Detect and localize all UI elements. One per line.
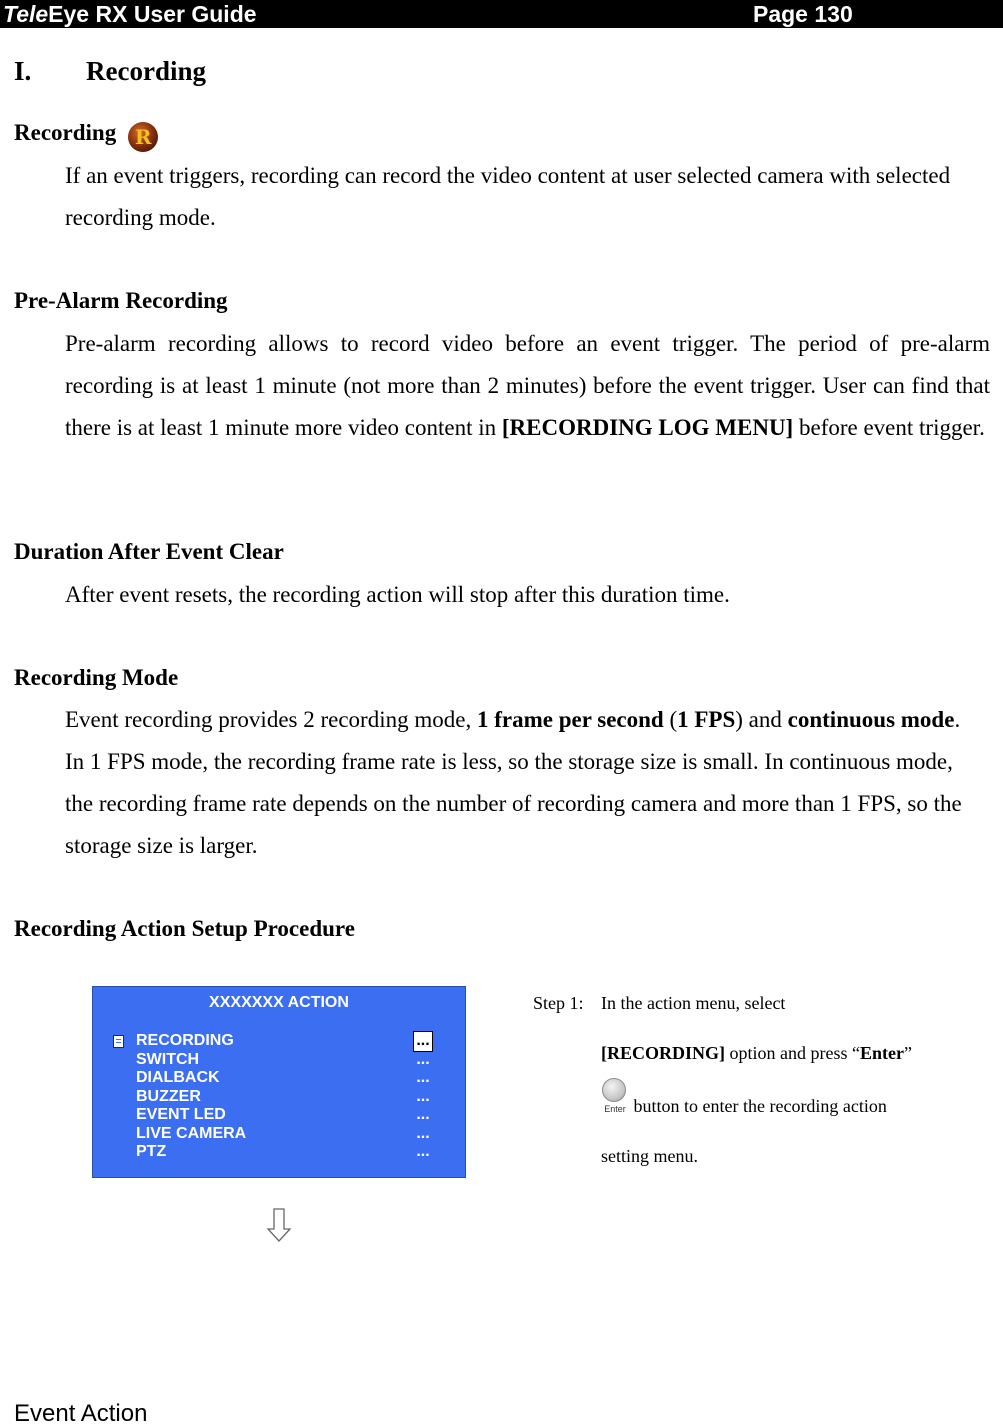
page-header <box>0 0 1003 28</box>
menu-item-event-led[interactable] <box>93 1106 465 1125</box>
step-1-line-1 <box>533 978 912 1028</box>
down-arrow-icon <box>266 1208 292 1242</box>
menu-item-label: DIALBACK <box>136 1069 220 1086</box>
record-icon: R <box>128 122 158 152</box>
menu-item-label: PTZ <box>136 1143 167 1160</box>
menu-item-dialback[interactable] <box>93 1069 465 1088</box>
section-title <box>14 56 206 87</box>
menu-item-label: EVENT LED <box>136 1106 226 1123</box>
duration-description: After event resets, the recording action will stop after this duration time. <box>65 582 730 607</box>
step-1-line-2 <box>533 1028 912 1078</box>
mode-text-4: . In 1 FPS mode, the recording frame rate is less, so the storage size is small. In continuous mode, the recording frame rate depends on the number of recording camera and more than 1 FPS, so the storage size is larger. <box>65 707 962 858</box>
mode-bold-1: 1 frame per second <box>476 707 664 732</box>
pre-alarm-text: Pre-alarm recording allows to record video before an event trigger. The period of pre-alarm recording is at least 1 minute (not more than 2 minutes) before the event trigger. User can find that there is at least 1 minute more video content in <box>65 331 990 440</box>
recording-mode-heading: Recording Mode <box>14 665 179 690</box>
step-1-instructions <box>533 978 912 1181</box>
menu-item-value: ... <box>416 1106 430 1123</box>
menu-item-value: ... <box>416 1087 430 1105</box>
brand-italic: Tele <box>3 1 49 27</box>
duration-heading: Duration After Event Clear <box>14 539 284 564</box>
recording-option-ref: [RECORDING] <box>601 1043 725 1063</box>
mode-text-1: Event recording provides 2 recording mode, <box>65 707 477 732</box>
action-menu-screen <box>92 986 466 1178</box>
menu-item-buzzer[interactable] <box>93 1088 465 1107</box>
event-action-heading: Event Action <box>14 1400 148 1427</box>
menu-item-value: ... <box>416 1124 430 1142</box>
step-text: button to enter the recording action <box>629 1096 887 1116</box>
recording-description: If an event triggers, recording can record the video content at user selected camera with selected recording mode. <box>65 163 951 230</box>
mode-text-3: ) and <box>735 707 788 732</box>
step-text: option and press “ <box>725 1043 860 1063</box>
mode-text-2: ( <box>663 707 678 732</box>
procedure-heading: Recording Action Setup Procedure <box>14 916 355 941</box>
menu-item-live-camera[interactable] <box>93 1125 465 1144</box>
action-menu-list <box>93 1032 465 1162</box>
enter-button-caption: Enter <box>604 1104 626 1114</box>
menu-item-value: ... <box>416 1069 430 1086</box>
section-name: Recording <box>86 56 206 86</box>
mode-bold-2: 1 FPS <box>677 707 736 732</box>
pre-alarm-heading: Pre-Alarm Recording <box>14 288 228 313</box>
step-text: In the action menu, select <box>601 993 786 1013</box>
pre-alarm-text-end: before event trigger. <box>793 415 985 440</box>
step-1-line-3 <box>533 1078 912 1131</box>
menu-item-value: ... <box>416 1050 430 1068</box>
enter-key-ref: Enter <box>859 1043 904 1063</box>
brand-rest: Eye RX User Guide <box>48 1 257 27</box>
guide-title <box>3 0 257 28</box>
recording-mode-description <box>65 699 965 867</box>
menu-item-label: BUZZER <box>136 1087 201 1105</box>
action-menu-title: XXXXXXX ACTION <box>209 994 349 1011</box>
section-number: I. <box>14 56 32 86</box>
recording-heading <box>14 120 158 152</box>
recording-log-menu-ref: [RECORDING LOG MENU] <box>501 415 794 440</box>
step-1-line-4 <box>533 1131 912 1181</box>
menu-item-label: LIVE CAMERA <box>136 1124 247 1142</box>
menu-item-value: ... <box>416 1143 430 1160</box>
step-text: ” <box>903 1043 912 1063</box>
enter-button-icon <box>601 1078 629 1118</box>
page-number: Page 130 <box>753 1 853 27</box>
menu-item-switch[interactable] <box>93 1051 465 1070</box>
menu-item-value: ... <box>414 1032 432 1051</box>
step-text: setting menu. <box>601 1146 698 1166</box>
recording-heading-text: Recording <box>14 120 117 145</box>
menu-item-ptz[interactable] <box>93 1143 465 1162</box>
step-label: Step 1: <box>533 993 584 1013</box>
menu-item-label: RECORDING <box>136 1032 234 1049</box>
mode-bold-3: continuous mode <box>787 707 955 732</box>
menu-item-recording[interactable] <box>93 1032 465 1051</box>
pre-alarm-description <box>65 323 990 449</box>
menu-item-label: SWITCH <box>136 1050 200 1068</box>
